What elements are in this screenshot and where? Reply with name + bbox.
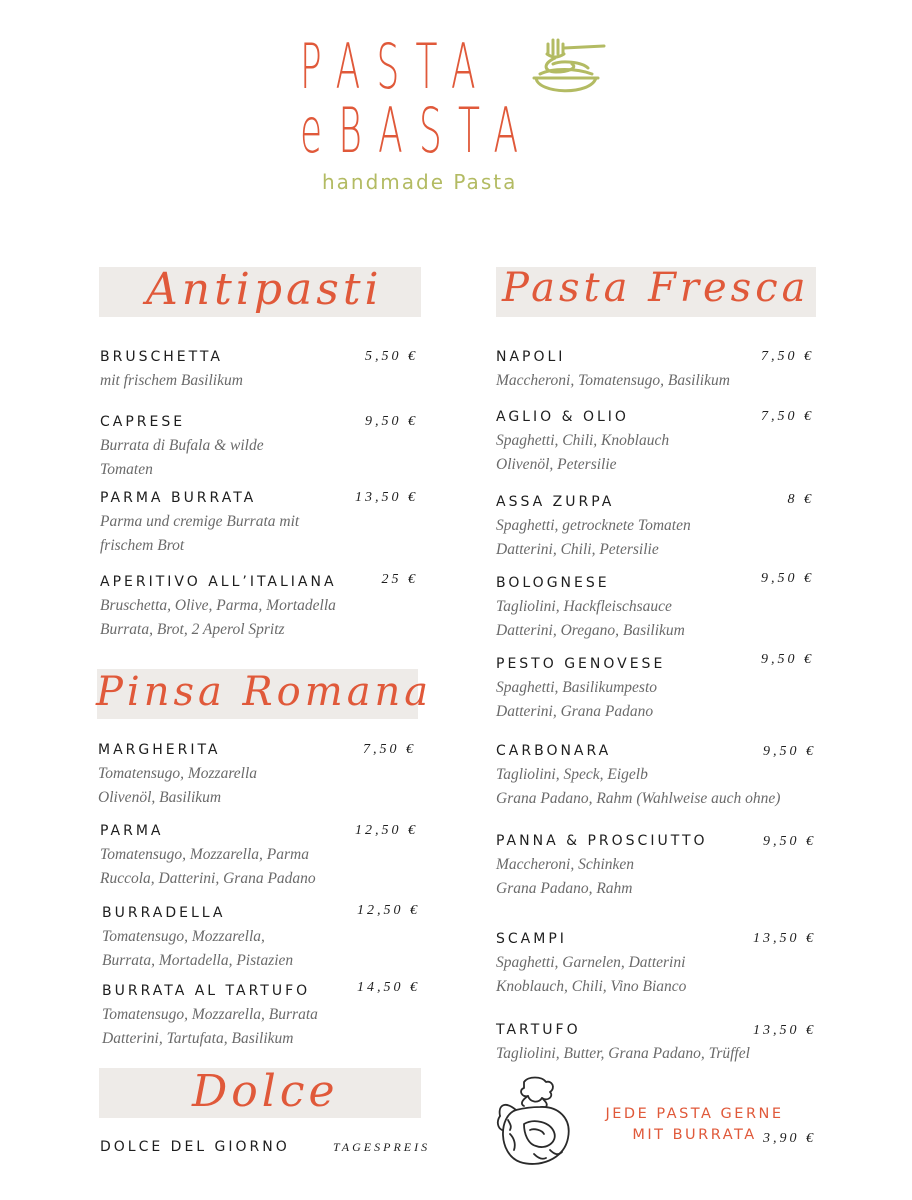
item-price: 25 € [381, 572, 418, 587]
item-name: AGLIO & OLIO [496, 409, 629, 425]
menu-item-aperitivo [100, 575, 337, 642]
item-name: DOLCE DEL GIORNO [100, 1139, 290, 1155]
item-name: PANNA & PROSCIUTTO [496, 833, 708, 849]
menu-item-pesto-genovese [496, 657, 665, 724]
item-price: 12,50 € [355, 823, 418, 838]
menu-item-aglio-olio [496, 410, 669, 477]
item-desc: Burrata di Bufala & wilde Tomaten [100, 437, 264, 478]
item-price: 13,50 € [355, 490, 418, 505]
menu-item-panna-prosciutto [496, 834, 708, 901]
item-desc: Tomatensugo, Mozzarella, Burrata Datterini, Tartufata, Basilikum [102, 1006, 318, 1047]
menu-item-burrata-al-tartufo [102, 984, 318, 1051]
item-price: 9,50 € [763, 744, 816, 759]
item-desc: Bruschetta, Olive, Parma, Mortadella Burrata, Brot, 2 Aperol Spritz [100, 597, 336, 638]
item-price: TAGESPREIS [333, 1140, 431, 1154]
menu-item-dolce-del-giorno [100, 1140, 290, 1154]
antipasti-title: Antipasti [146, 264, 383, 315]
item-price: 14,50 € [357, 980, 420, 995]
item-name: TARTUFO [496, 1022, 581, 1038]
item-desc: Maccheroni, Schinken Grana Padano, Rahm [496, 856, 635, 897]
logo-tagline: handmade Pasta [322, 170, 518, 194]
item-price: 5,50 € [365, 349, 418, 364]
item-desc: Tagliolini, Hackfleischsauce Datterini, Oregano, Basilikum [496, 598, 685, 639]
menu-item-caprese [100, 415, 264, 482]
item-desc: Spaghetti, getrocknete Tomaten Datterini, Chili, Petersilie [496, 517, 691, 558]
menu-item-carbonara [496, 744, 780, 811]
item-name: SCAMPI [496, 931, 567, 947]
item-desc: mit frischem Basilikum [100, 372, 243, 389]
item-price: 8 € [787, 492, 814, 507]
item-desc: Tomatensugo, Mozzarella Olivenöl, Basilikum [98, 765, 258, 806]
item-name: PARMA [100, 823, 164, 839]
item-name: PESTO GENOVESE [496, 656, 666, 672]
logo [0, 0, 912, 210]
logo-line-1: PASTA [300, 30, 492, 103]
item-desc: Tagliolini, Speck, Eigelb Grana Padano, Rahm (Wahlweise auch ohne) [496, 766, 781, 807]
logo-line-2: eBASTA [300, 94, 535, 167]
menu-item-bruschetta [100, 350, 243, 393]
item-desc: Spaghetti, Basilikumpesto Datterini, Grana Padano [496, 679, 658, 720]
burrata-illustration-icon [494, 1076, 578, 1168]
menu-item-tartufo [496, 1023, 750, 1066]
item-desc: Tomatensugo, Mozzarella, Burrata, Mortadella, Pistazien [102, 928, 294, 969]
item-price: 13,50 € [753, 1023, 816, 1038]
item-name: BURRATA AL TARTUFO [102, 983, 311, 999]
dolce-title: Dolce [192, 1066, 339, 1117]
item-name: NAPOLI [496, 349, 566, 365]
menu-item-parma [100, 824, 316, 891]
item-desc: Tomatensugo, Mozzarella, Parma Ruccola, Datterini, Grana Padano [100, 846, 316, 887]
promo-price: 3,90 € [763, 1131, 816, 1146]
pinsa-title: Pinsa Romana [96, 669, 433, 715]
item-price: 7,50 € [363, 742, 416, 757]
menu-item-burradella [102, 906, 293, 973]
item-name: CARBONARA [496, 743, 612, 759]
item-name: BRUSCHETTA [100, 349, 223, 365]
item-name: PARMA BURRATA [100, 490, 257, 506]
item-name: BURRADELLA [102, 905, 226, 921]
item-price: 9,50 € [761, 571, 814, 586]
item-price: 9,50 € [763, 834, 816, 849]
item-price: 9,50 € [365, 414, 418, 429]
item-price: 7,50 € [761, 349, 814, 364]
item-name: MARGHERITA [98, 742, 221, 758]
menu-item-napoli [496, 350, 730, 393]
menu-item-bolognese [496, 576, 685, 643]
item-price: 9,50 € [761, 652, 814, 667]
item-name: APERITIVO ALL’ITALIANA [100, 574, 337, 590]
item-price: 13,50 € [753, 931, 816, 946]
item-desc: Parma und cremige Burrata mit frischem Brot [100, 513, 300, 554]
pasta-bowl-fork-icon [532, 34, 612, 100]
menu-item-scampi [496, 932, 686, 999]
item-desc: Spaghetti, Garnelen, Datterini Knoblauch, Chili, Vino Bianco [496, 954, 687, 995]
burrata-promo-text: JEDE PASTA GERNE MIT BURRATA [605, 1106, 784, 1143]
menu-item-parma-burrata [100, 491, 299, 558]
menu-item-margherita [98, 743, 257, 810]
item-name: BOLOGNESE [496, 575, 610, 591]
pasta-title: Pasta Fresca [502, 265, 810, 311]
item-price: 7,50 € [761, 409, 814, 424]
item-name: ASSA ZURPA [496, 494, 615, 510]
item-name: CAPRESE [100, 414, 186, 430]
item-desc: Spaghetti, Chili, Knoblauch Olivenöl, Petersilie [496, 432, 670, 473]
menu-item-assa-zurpa [496, 495, 691, 562]
item-desc: Tagliolini, Butter, Grana Padano, Trüffel [496, 1045, 750, 1062]
item-desc: Maccheroni, Tomatensugo, Basilikum [496, 372, 730, 389]
item-price: 12,50 € [357, 903, 420, 918]
